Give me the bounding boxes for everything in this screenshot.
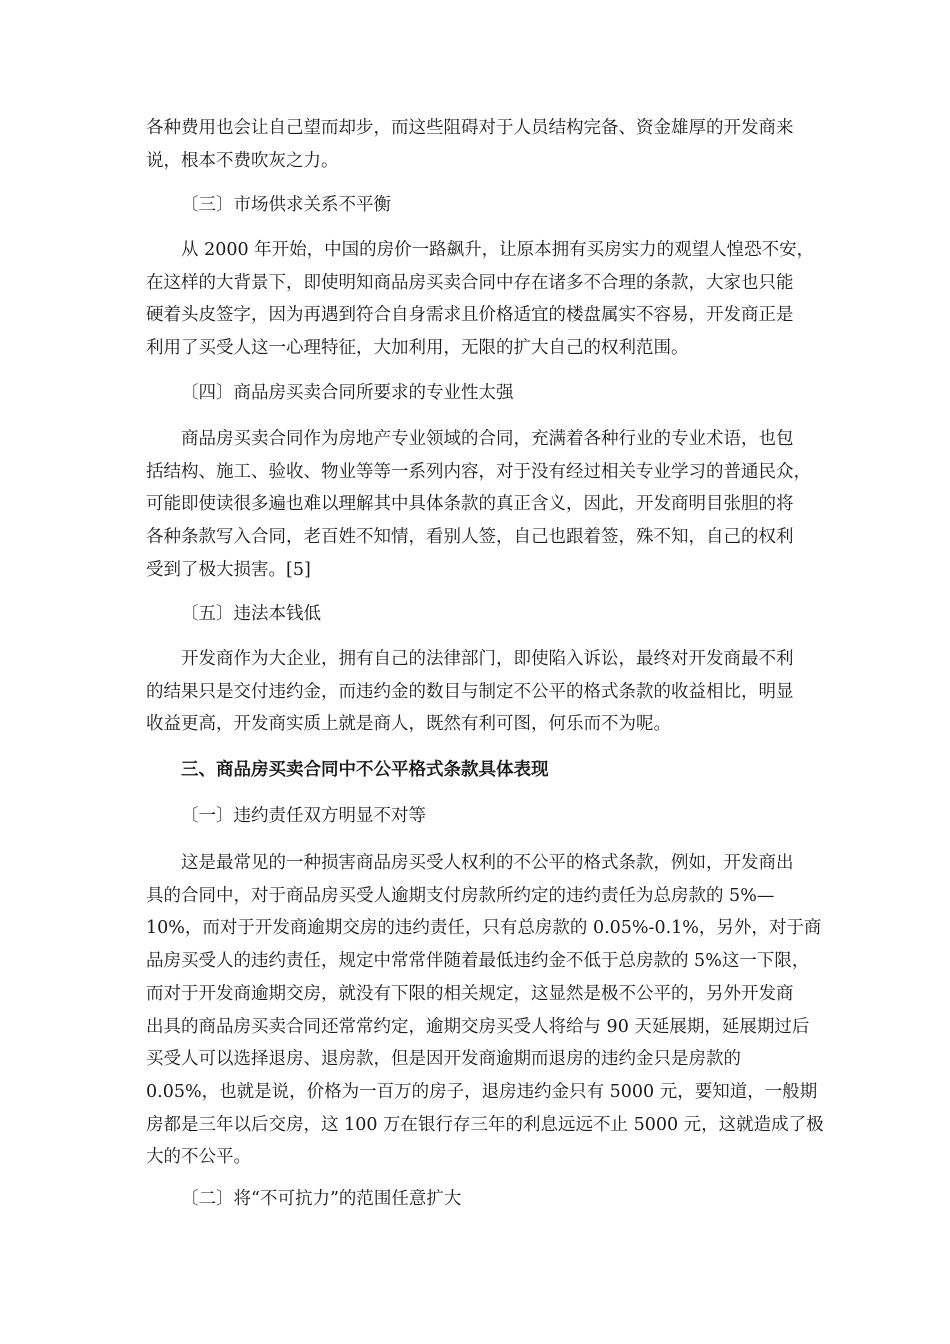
text-line: 房都是三年以后交房，这 100 万在银行存三年的利息远远不止 5000 元，这就造成了极 (146, 1114, 824, 1135)
subheading-text: 〔二〕将“不可抗力”的范围任意扩大 (181, 1189, 462, 1209)
subheading-text: 〔三〕市场供求关系不平衡 (181, 195, 391, 215)
text-line: 品房买受人的违约责任，规定中常常伴随着最低违约金不低于总房款的 5%这一下限， (146, 951, 810, 972)
paragraph-unequal-liability (146, 847, 824, 1174)
text-line: 收益更高，开发商实质上就是商人，既然有利可图，何乐而不为呢。 (146, 714, 671, 735)
text-line: 买受人可以选择退房、退房款，但是因开发商逾期而退房的违约金只是房款的 (146, 1049, 741, 1070)
section-heading-3 (181, 754, 841, 787)
text-line: 从 2000 年开始，中国的房价一路飙升，让原本拥有买房实力的观望人惶恐不安， (181, 240, 815, 260)
subheading-text: 〔一〕违约责任双方明显不对等 (181, 806, 426, 826)
text-line: 硬着头皮签字，因为再遇到符合自身需求且价格适宜的楼盘属实不容易，开发商正是 (146, 305, 794, 326)
text-line: 这是最常见的一种损害商品房买受人权利的不公平的格式条款，例如，开发商出 (181, 853, 794, 873)
subheading-text: 〔四〕商品房买卖合同所要求的专业性太强 (181, 383, 514, 403)
subheading-professionalism (181, 377, 841, 410)
text-line: 出具的商品房买卖合同还常常约定，逾期交房买受人将给与 90 天延展期，延展期过后 (146, 1016, 810, 1037)
subheading-low-cost (181, 598, 841, 631)
text-line: 具的合同中，对于商品房买受人逾期支付房款所约定的违约责任为总房款的 5%— (146, 885, 775, 906)
text-line: 括结构、施工、验收、物业等等一系列内容，对于没有经过相关专业学习的普通民众， (146, 461, 811, 482)
subheading-force-majeure (181, 1183, 841, 1216)
text-line: 利用了买受人这一心理特征，大加利用，无限的扩大自己的权利范围。 (146, 338, 689, 359)
subheading-text: 〔五〕违法本钱低 (181, 604, 321, 624)
paragraph-market-imbalance (146, 234, 815, 365)
text-line: 的结果只是交付违约金，而违约金的数目与制定不公平的格式条款的收益相比，明显 (146, 681, 794, 702)
paragraph-low-cost (146, 643, 806, 741)
heading-text: 三、商品房买卖合同中不公平格式条款具体表现 (181, 760, 549, 780)
text-line: 0.05%，也就是说，价格为一百万的房子，退房违约金只有 5000 元，要知道，一般期 (146, 1081, 818, 1102)
subheading-market-imbalance (181, 189, 841, 222)
text-line: 说，根本不费吹灰之力。 (146, 150, 339, 171)
text-line: 开发商作为大企业，拥有自己的法律部门，即使陷入诉讼，最终对开发商最不利 (181, 649, 794, 669)
text-line: 10%，而对于开发商逾期交房的违约责任，只有总房款的 0.05%-0.1%，另外，对于商 (146, 918, 822, 939)
paragraph-fee-burden (146, 112, 806, 177)
text-line: 受到了极大损害。[5] (146, 559, 311, 580)
text-line: 可能即使读很多遍也难以理解其中具体条款的真正含义，因此，开发商明目张胆的将 (146, 494, 794, 515)
subheading-unequal-liability (181, 800, 841, 833)
text-line: 而对于开发商逾期交房，就没有下限的相关规定，这显然是极不公平的，另外开发商 (146, 983, 794, 1004)
text-line: 大的不公平。 (146, 1147, 251, 1168)
paragraph-professionalism (146, 423, 811, 587)
text-line: 各种费用也会让自己望而却步，而这些阻碍对于人员结构完备、资金雄厚的开发商来 (146, 118, 794, 138)
text-line: 商品房买卖合同作为房地产专业领域的合同，充满着各种行业的专业术语，也包 (181, 429, 794, 449)
text-line: 在这样的大背景下，即使明知商品房买卖合同中存在诸多不合理的条款，大家也只能 (146, 272, 794, 293)
text-line: 各种条款写入合同，老百姓不知情，看别人签，自己也跟着签，殊不知，自己的权利 (146, 527, 794, 548)
